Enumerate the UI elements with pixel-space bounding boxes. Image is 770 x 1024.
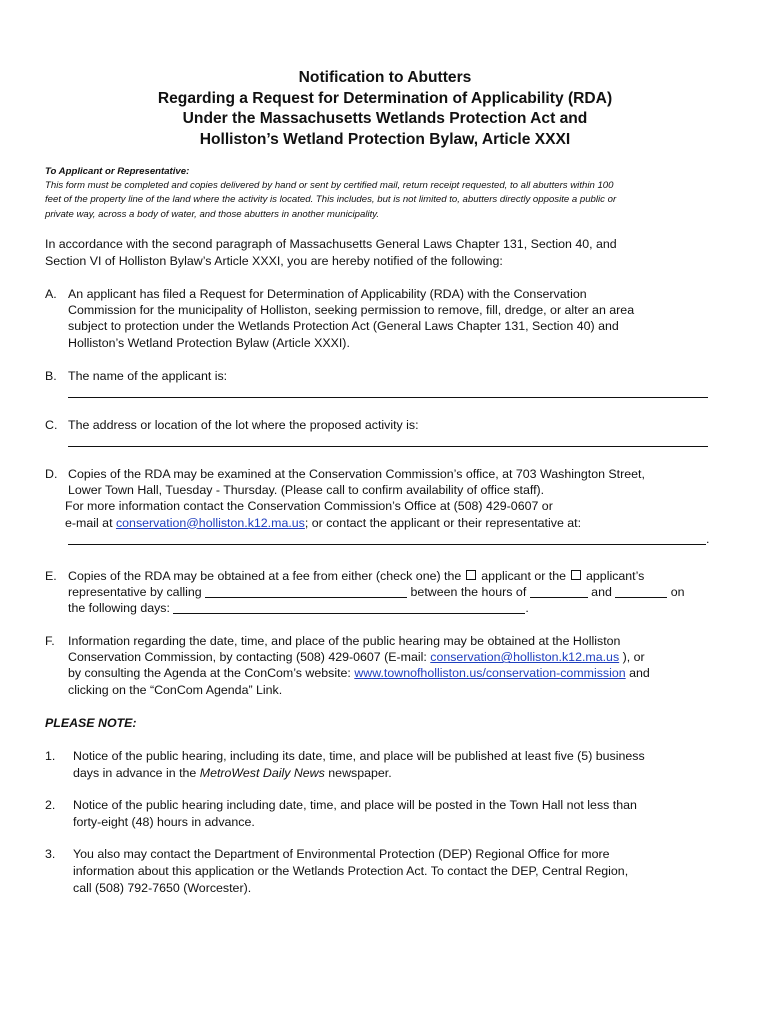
item-b-label: The name of the applicant is: <box>68 369 228 383</box>
item-d-line-3: For more information contact the Conservation Commission’s Office at (508) 429-0607 or <box>65 499 553 514</box>
lot-address-field[interactable] <box>68 434 708 447</box>
note-2-number: 2. <box>45 798 56 812</box>
item-f-line-2: Conservation Commission, by contacting (508) 429-0607 (E-mail: conservation@holliston.k12.ma.us ), or <box>68 650 645 665</box>
item-f-line-1: Information regarding the date, time, and place of the public hearing may be obtained at the Holliston <box>68 634 621 648</box>
item-e-line-3: the following days: . <box>68 601 529 616</box>
intro-line-1: In accordance with the second paragraph of Massachusetts General Laws Chapter 131, Section 40, and <box>45 237 617 251</box>
title-line-1: Notification to Abutters <box>298 69 472 86</box>
item-a-line-4: Holliston’s Wetland Protection Bylaw (Article XXXI). <box>68 335 350 350</box>
note-1-line-2: days in advance in the MetroWest Daily News newspaper. <box>73 766 392 780</box>
note-3-number: 3. <box>45 847 56 861</box>
item-d-letter: D. <box>45 467 58 481</box>
item-d-line-4: e-mail at conservation@holliston.k12.ma.us; or contact the applicant or their representative at: <box>65 515 582 530</box>
title-line-2: Regarding a Request for Determination of Applicability (RDA) <box>157 89 613 107</box>
title-line-4: Holliston’s Wetland Protection Bylaw, Article XXXI <box>199 130 571 148</box>
note-3-line-3: call (508) 792-7650 (Worcester). <box>73 881 252 895</box>
item-f-letter: F. <box>45 634 55 648</box>
newspaper-name: MetroWest Daily News <box>199 766 325 780</box>
item-e-letter: E. <box>45 569 57 583</box>
note-3-line-2: information about this application or the Wetlands Protection Act. To contact the DEP, Central Region, <box>73 864 629 878</box>
representative-contact-field[interactable] <box>68 532 706 545</box>
note-2-line-1: Notice of the public hearing including date, time, and place will be posted in the Town Hall not less than <box>73 798 637 812</box>
conservation-website-link[interactable]: www.townofholliston.us/conservation-commission <box>354 666 626 681</box>
applicant-name-field[interactable] <box>68 385 708 398</box>
hours-to-field[interactable] <box>615 585 667 598</box>
item-a-letter: A. <box>45 287 57 301</box>
item-a-line-1: An applicant has filed a Request for Determination of Applicability (RDA) with the Conservation <box>68 287 587 301</box>
item-b-letter: B. <box>45 369 57 383</box>
item-a-line-2: Commission for the municipality of Holliston, seeking permission to remove, fill, dredge, or alter an area <box>68 303 635 318</box>
intro-paragraph <box>45 236 617 270</box>
representative-checkbox[interactable] <box>571 570 581 580</box>
item-f-line-4: clicking on the “ConCom Agenda” Link. <box>68 682 283 697</box>
title-line-3: Under the Massachusetts Wetlands Protection Act and <box>182 110 588 128</box>
note-1-line-1: Notice of the public hearing, including its date, time, and place will be published at least five (5) business <box>73 749 645 763</box>
days-field[interactable] <box>173 601 525 614</box>
item-d-line-2: Lower Town Hall, Tuesday - Thursday. (Please call to confirm availability of office staff). <box>68 483 545 498</box>
please-note-heading: PLEASE NOTE: <box>45 716 137 730</box>
intro-line-2: Section VI of Holliston Bylaw’s Article XXXI, you are hereby notified of the following: <box>45 254 503 268</box>
applicant-checkbox[interactable] <box>466 570 476 580</box>
note-1-number: 1. <box>45 749 56 763</box>
document-page: Notification to Abutters Regarding a Request for Determination of Applicability (RDA) Under the Massachusetts Wetlands Protection Act and Holliston’s Wetland Protection Bylaw, Article XXXI To Applicant or Representative: This form must be completed and copies delivered by hand or sent by certified mail, return receipt requested, to all abutters within 100 feet of the property line of the land where the activity is located. This includes, but is not limited to, abutters directly opposite a public or private way, across a body of water, and those abutters in another municipality. In accordance with the second paragraph of Massachusetts General Laws Chapter 131, Section 40, and Section VI of Holliston Bylaw’s Article XXXI, you are hereby notified of the following: A. An applicant has filed a Request for Determination of Applicability (RDA) with the Conservation Commission for the municipality of Holliston, seeking permission to remove, fill, dredge, or alter an area subject to protection under the Wetlands Protection Act (General Laws Chapter 131, Section 40) and Holliston’s Wetland Protection Bylaw (Article XXXI). B. The name of the applicant is: C. The address or location of the lot where the proposed activity is: D. Copies of the RDA may be examined at the Conservation Commission’s office, at 703 Washington Street, Lower Town Hall, Tuesday - Thursday. (Please call to confirm availability of office staff). For more information contact the Conservation Commission’s Office at (508) 429-0607 or e-mail at conservation@holliston.k12.ma.us; or contact the applicant or their representative at: . E. Copies of the RDA may be obtained at a fee from either (check one) the applicant or the applicant’s representative by calling between the hours of and on the following days: . F. Information regarding the date, time, and place of the public hearing may be obtained at the Holliston Conservation Commission, by contacting (508) 429-0607 (E-mail: conservation@holliston.k12.ma.us ), or by consulting the Agenda at the ConCom’s website: www.townofholliston.us/conservation-commission and clicking on the “ConCom Agenda” Link. PLEASE NOTE: 1. Notice of the public hearing, including its date, time, and place will be published at least five (5) business days in advance in the MetroWest Daily News newspaper. 2. Notice of the public hearing including date, time, and place will be posted in the Town Hall not less than forty-eight (48) hours in advance. 3. You also may contact the Department of Environmental Protection (DEP) Regional Office for more information about this application or the Wetlands Protection Act. To contact the DEP, Central Region, call (508) 792-7650 (Worcester). <box>0 0 770 1024</box>
item-d-line-1: Copies of the RDA may be examined at the Conservation Commission’s office, at 703 Washington Street, <box>68 467 645 481</box>
item-c-letter: C. <box>45 418 58 432</box>
applicant-instructions <box>45 165 735 222</box>
item-f-line-3: by consulting the Agenda at the ConCom’s website: www.townofholliston.us/conservation-commission and <box>68 666 650 681</box>
item-f-email-link[interactable]: conservation@holliston.k12.ma.us <box>430 650 620 665</box>
item-c-label: The address or location of the lot where the proposed activity is: <box>68 418 419 432</box>
item-d-email-link[interactable]: conservation@holliston.k12.ma.us <box>115 515 305 530</box>
document-title <box>0 68 770 150</box>
item-e-line-1: Copies of the RDA may be obtained at a fee from either (check one) the applicant or the applicant’s <box>68 569 645 583</box>
hours-from-field[interactable] <box>530 585 588 598</box>
instructions-heading: To Applicant or Representative: <box>45 166 190 177</box>
instructions-line-1: This form must be completed and copies delivered by hand or sent by certified mail, return receipt requested, to all abutters within 100 <box>45 180 614 192</box>
phone-number-field[interactable] <box>205 585 407 598</box>
note-2-line-2: forty-eight (48) hours in advance. <box>73 815 255 829</box>
instructions-line-3: private way, across a body of water, and those abutters in another municipality. <box>45 208 380 220</box>
note-3-line-1: You also may contact the Department of Environmental Protection (DEP) Regional Office for more <box>73 847 610 861</box>
item-a-line-3: subject to protection under the Wetlands Protection Act (General Laws Chapter 131, Section 40) and <box>68 319 619 334</box>
item-e-line-2: representative by calling between the hours of and on <box>68 585 685 600</box>
instructions-line-2: feet of the property line of the land where the activity is located. This includes, but is not limited to, abutters directly opposite a public or <box>45 194 617 206</box>
